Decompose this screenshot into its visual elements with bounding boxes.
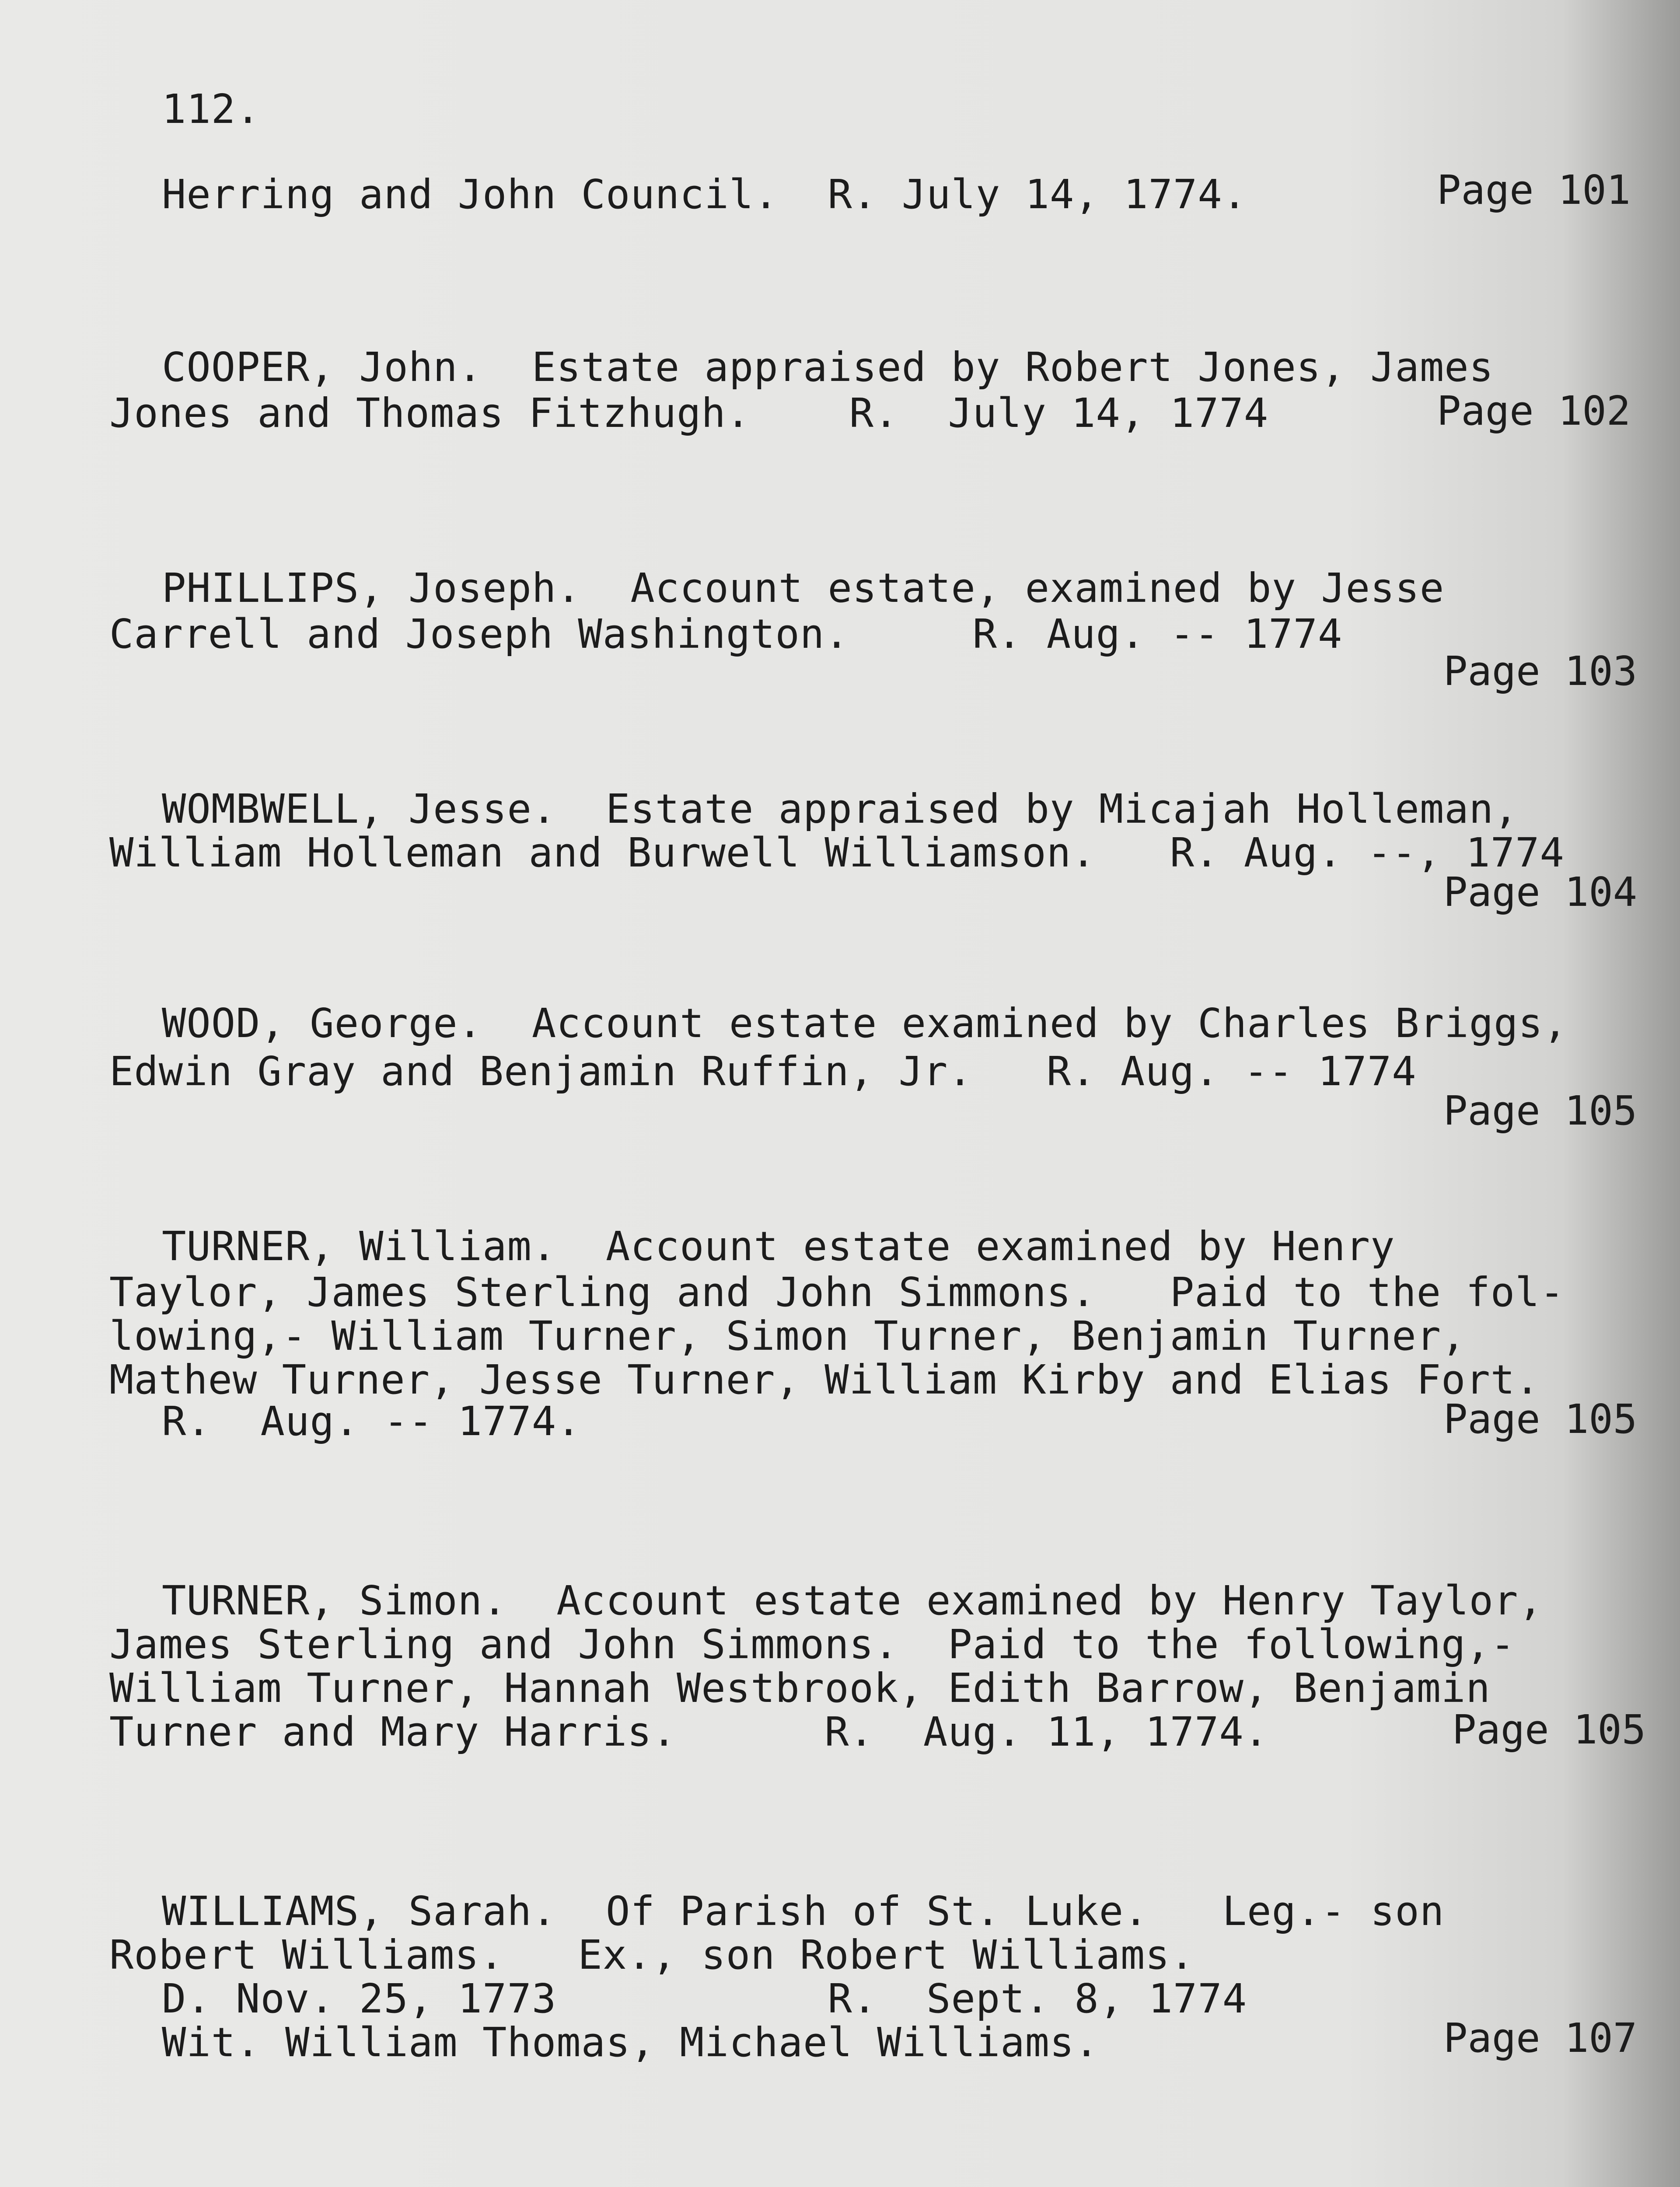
entry-line: William Turner, Hannah Westbrook, Edith Barrow, Benjamin	[109, 1665, 1491, 1712]
entry-line: Carrell and Joseph Washington. R. Aug. -- 1774	[109, 611, 1343, 657]
page-reference: Page 107	[1443, 2015, 1638, 2061]
entry-line: Jones and Thomas Fitzhugh. R. July 14, 1774	[109, 390, 1269, 437]
page-reference: Page 101	[1437, 167, 1631, 213]
entry-line: R. Aug. -- 1774.	[162, 1398, 581, 1445]
entry-line: WOMBWELL, Jesse. Estate appraised by Micajah Holleman,	[162, 786, 1519, 832]
page-reference: Page 104	[1443, 869, 1638, 915]
entry-line: James Sterling and John Simmons. Paid to the following,-	[109, 1621, 1516, 1668]
entry-line: William Holleman and Burwell Williamson. R. Aug. --, 1774	[109, 829, 1565, 876]
entry-line: Taylor, James Sterling and John Simmons. Paid to the fol-	[109, 1269, 1565, 1316]
page-reference: Page 105	[1452, 1706, 1646, 1753]
page-reference: Page 105	[1443, 1396, 1638, 1443]
entry-line: Herring and John Council. R. July 14, 1774.	[162, 171, 1247, 218]
entry-line: COOPER, John. Estate appraised by Robert Jones, James	[162, 344, 1494, 391]
entry-line: D. Nov. 25, 1773 R. Sept. 8, 1774	[162, 1975, 1247, 2022]
entry-line: Turner and Mary Harris. R. Aug. 11, 1774.	[109, 1708, 1269, 1755]
entry-line: TURNER, William. Account estate examined by Henry	[162, 1223, 1395, 1270]
entry-line: WILLIAMS, Sarah. Of Parish of St. Luke. Leg.- son	[162, 1888, 1445, 1935]
entry-line: TURNER, Simon. Account estate examined by Henry Taylor,	[162, 1577, 1543, 1624]
entry-line: Wit. William Thomas, Michael Williams.	[162, 2019, 1099, 2066]
entry-line: Robert Williams. Ex., son Robert Williams.	[109, 1932, 1195, 1978]
entry-line: Edwin Gray and Benjamin Ruffin, Jr. R. Aug. -- 1774	[109, 1048, 1417, 1095]
page-reference: Page 102	[1437, 388, 1631, 434]
page-reference: Page 103	[1443, 648, 1638, 695]
page-number: 112.	[162, 86, 261, 133]
page-reference: Page 105	[1443, 1087, 1638, 1134]
entry-line: Mathew Turner, Jesse Turner, William Kirby and Elias Fort.	[109, 1356, 1540, 1403]
entry-line: lowing,- William Turner, Simon Turner, Benjamin Turner,	[109, 1313, 1466, 1359]
entry-line: WOOD, George. Account estate examined by Charles Briggs,	[162, 1000, 1568, 1047]
entry-line: PHILLIPS, Joseph. Account estate, examined by Jesse	[162, 565, 1445, 611]
